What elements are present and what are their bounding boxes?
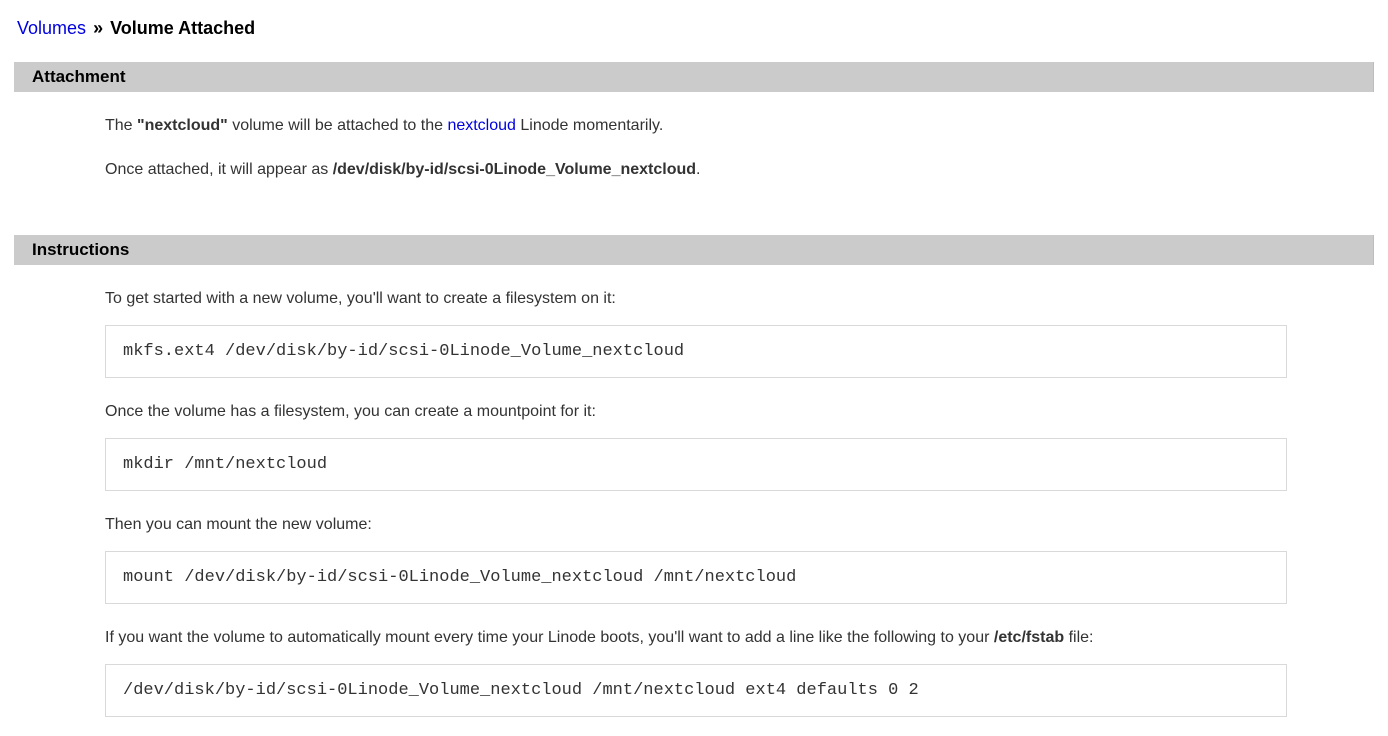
attachment-section bbox=[0, 62, 1388, 200]
breadcrumb-current-page: Volume Attached bbox=[110, 18, 256, 38]
fstab-path: /etc/fstab bbox=[993, 629, 1065, 646]
instruction-step-text-mount: Then you can mount the new volume: bbox=[105, 516, 372, 533]
device-path-text-pre: Once attached, it will appear as bbox=[105, 161, 333, 178]
instruction-step-text-mountpoint: Once the volume has a filesystem, you can create a mountpoint for it: bbox=[105, 403, 596, 420]
command-box-mount: mount /dev/disk/by-id/scsi-0Linode_Volume_nextcloud /mnt/nextcloud bbox=[105, 551, 1287, 604]
fstab-text-pre: If you want the volume to automatically mount every time your Linode boots, you'll want to add a line like the following to your bbox=[105, 629, 994, 646]
attachment-section-body bbox=[105, 92, 1287, 200]
breadcrumb-volumes-link[interactable]: Volumes bbox=[17, 18, 87, 38]
instructions-section bbox=[0, 235, 1388, 717]
attachment-status-text-pre: The bbox=[105, 117, 138, 134]
attachment-status-text-post: Linode momentarily. bbox=[515, 117, 664, 134]
command-box-fstab-line: /dev/disk/by-id/scsi-0Linode_Volume_nextcloud /mnt/nextcloud ext4 defaults 0 2 bbox=[105, 664, 1287, 717]
instruction-step-text-filesystem: To get started with a new volume, you'll want to create a filesystem on it: bbox=[105, 290, 616, 307]
instructions-section-header: Instructions bbox=[14, 235, 1374, 265]
fstab-text-post: file: bbox=[1064, 629, 1094, 646]
attachment-status-line bbox=[105, 116, 1287, 136]
command-box-mkdir: mkdir /mnt/nextcloud bbox=[105, 438, 1287, 491]
device-path-line bbox=[105, 160, 1287, 180]
instruction-step-text-fstab bbox=[105, 628, 1287, 648]
attachment-section-header: Attachment bbox=[14, 62, 1374, 92]
attachment-status-text-mid: volume will be attached to the bbox=[227, 117, 448, 134]
nextcloud-linode-link[interactable]: nextcloud bbox=[447, 117, 516, 134]
device-path-text-post: . bbox=[696, 161, 701, 178]
command-box-mkfs: mkfs.ext4 /dev/disk/by-id/scsi-0Linode_Volume_nextcloud bbox=[105, 325, 1287, 378]
device-path: /dev/disk/by-id/scsi-0Linode_Volume_nextcloud bbox=[332, 161, 697, 178]
breadcrumb-separator: » bbox=[93, 18, 104, 38]
instructions-section-body bbox=[105, 265, 1287, 717]
breadcrumb bbox=[0, 0, 1388, 62]
volume-name: "nextcloud" bbox=[137, 117, 228, 134]
